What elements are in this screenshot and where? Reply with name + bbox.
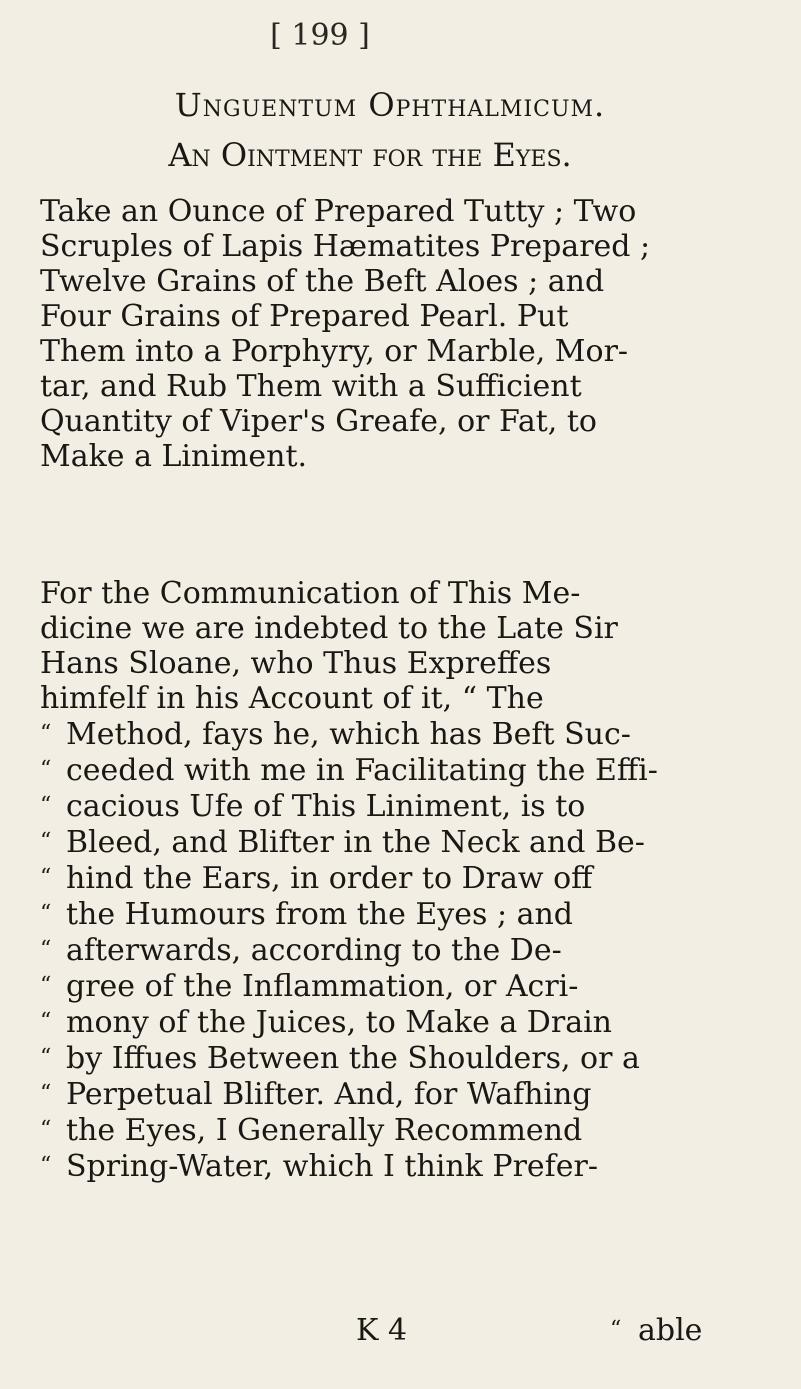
quoted-line	[40, 1148, 780, 1184]
text-line: Quantity of Viper's Greafe, or Fat, to	[40, 404, 597, 439]
catchword	[610, 1313, 702, 1348]
line-text: gree of the Inflammation, or Acri-	[66, 969, 579, 1004]
line-text: the Humours from the Eyes ; and	[66, 897, 573, 932]
text-line: Four Grains of Prepared Pearl. Put	[40, 299, 569, 334]
line-text: ceeded with me in Facilitating the Effi-	[66, 753, 658, 788]
text-line: Take an Ounce of Prepared Tutty ; Two	[40, 194, 637, 229]
text-line	[40, 576, 780, 611]
line-text: the Eyes, I Generally Recommend	[66, 1113, 583, 1148]
text-line: Twelve Grains of the Beft Aloes ; and	[40, 264, 605, 299]
quote-mark: “	[40, 757, 52, 782]
line-text: For the Communication of This Me-	[40, 576, 581, 611]
text-line	[40, 646, 780, 681]
quoted-line	[40, 860, 780, 896]
line-text: by Iffues Between the Shoulders, or a	[66, 1041, 640, 1076]
line-text: cacious Ufe of This Liniment, is to	[66, 789, 586, 824]
quoted-line	[40, 824, 780, 860]
text-line: Them into a Porphyry, or Marble, Mor-	[40, 334, 629, 369]
line-text: himfelf in his Account of it, “ The	[40, 681, 544, 716]
page-number: [ 199 ]	[270, 18, 370, 53]
line-text: Spring-Water, which I think Prefer-	[66, 1149, 599, 1184]
recipe-title-english: An Ointment for the Eyes.	[168, 136, 572, 174]
quote-mark: “	[40, 1045, 52, 1070]
recipe-title-latin: Unguentum Ophthalmicum.	[174, 86, 606, 124]
quote-mark: “	[40, 1117, 52, 1142]
line-text: Bleed, and Blifter in the Neck and Be-	[66, 825, 645, 860]
quoted-line	[40, 752, 780, 788]
quote-mark: “	[610, 1317, 622, 1342]
quoted-line	[40, 896, 780, 932]
quoted-line	[40, 716, 780, 752]
quoted-line	[40, 968, 780, 1004]
quoted-line	[40, 932, 780, 968]
catchword-text: able	[638, 1313, 703, 1348]
text-line: Make a Liniment.	[40, 439, 308, 474]
quote-mark: “	[40, 865, 52, 890]
text-line	[40, 611, 780, 646]
quoted-line	[40, 1040, 780, 1076]
line-text: Perpetual Blifter. And, for Wafhing	[66, 1077, 592, 1112]
quote-mark: “	[40, 901, 52, 926]
signature-mark: K 4	[356, 1313, 408, 1348]
text-line	[40, 681, 780, 716]
text-line: tar, and Rub Them with a Sufficient	[40, 369, 582, 404]
quoted-line	[40, 1004, 780, 1040]
quoted-line	[40, 1112, 780, 1148]
quote-mark: “	[40, 1081, 52, 1106]
quoted-line	[40, 788, 780, 824]
quote-mark: “	[40, 1009, 52, 1034]
line-text: Method, fays he, which has Beft Suc-	[66, 717, 631, 752]
line-text: Hans Sloane, who Thus Expreffes	[40, 646, 552, 681]
line-text: hind the Ears, in order to Draw off	[66, 861, 593, 896]
recipe-paragraph	[40, 194, 780, 474]
quoted-line	[40, 1076, 780, 1112]
quote-mark: “	[40, 973, 52, 998]
quote-mark: “	[40, 937, 52, 962]
quote-mark: “	[40, 829, 52, 854]
text-line: Scruples of Lapis Hæmatites Prepared ;	[40, 229, 651, 264]
line-text: mony of the Juices, to Make a Drain	[66, 1005, 612, 1040]
method-paragraph	[40, 576, 780, 1184]
quote-mark: “	[40, 793, 52, 818]
quote-mark: “	[40, 1153, 52, 1178]
quote-mark: “	[40, 721, 52, 746]
line-text: afterwards, according to the De-	[66, 933, 562, 968]
line-text: dicine we are indebted to the Late Sir	[40, 611, 618, 646]
